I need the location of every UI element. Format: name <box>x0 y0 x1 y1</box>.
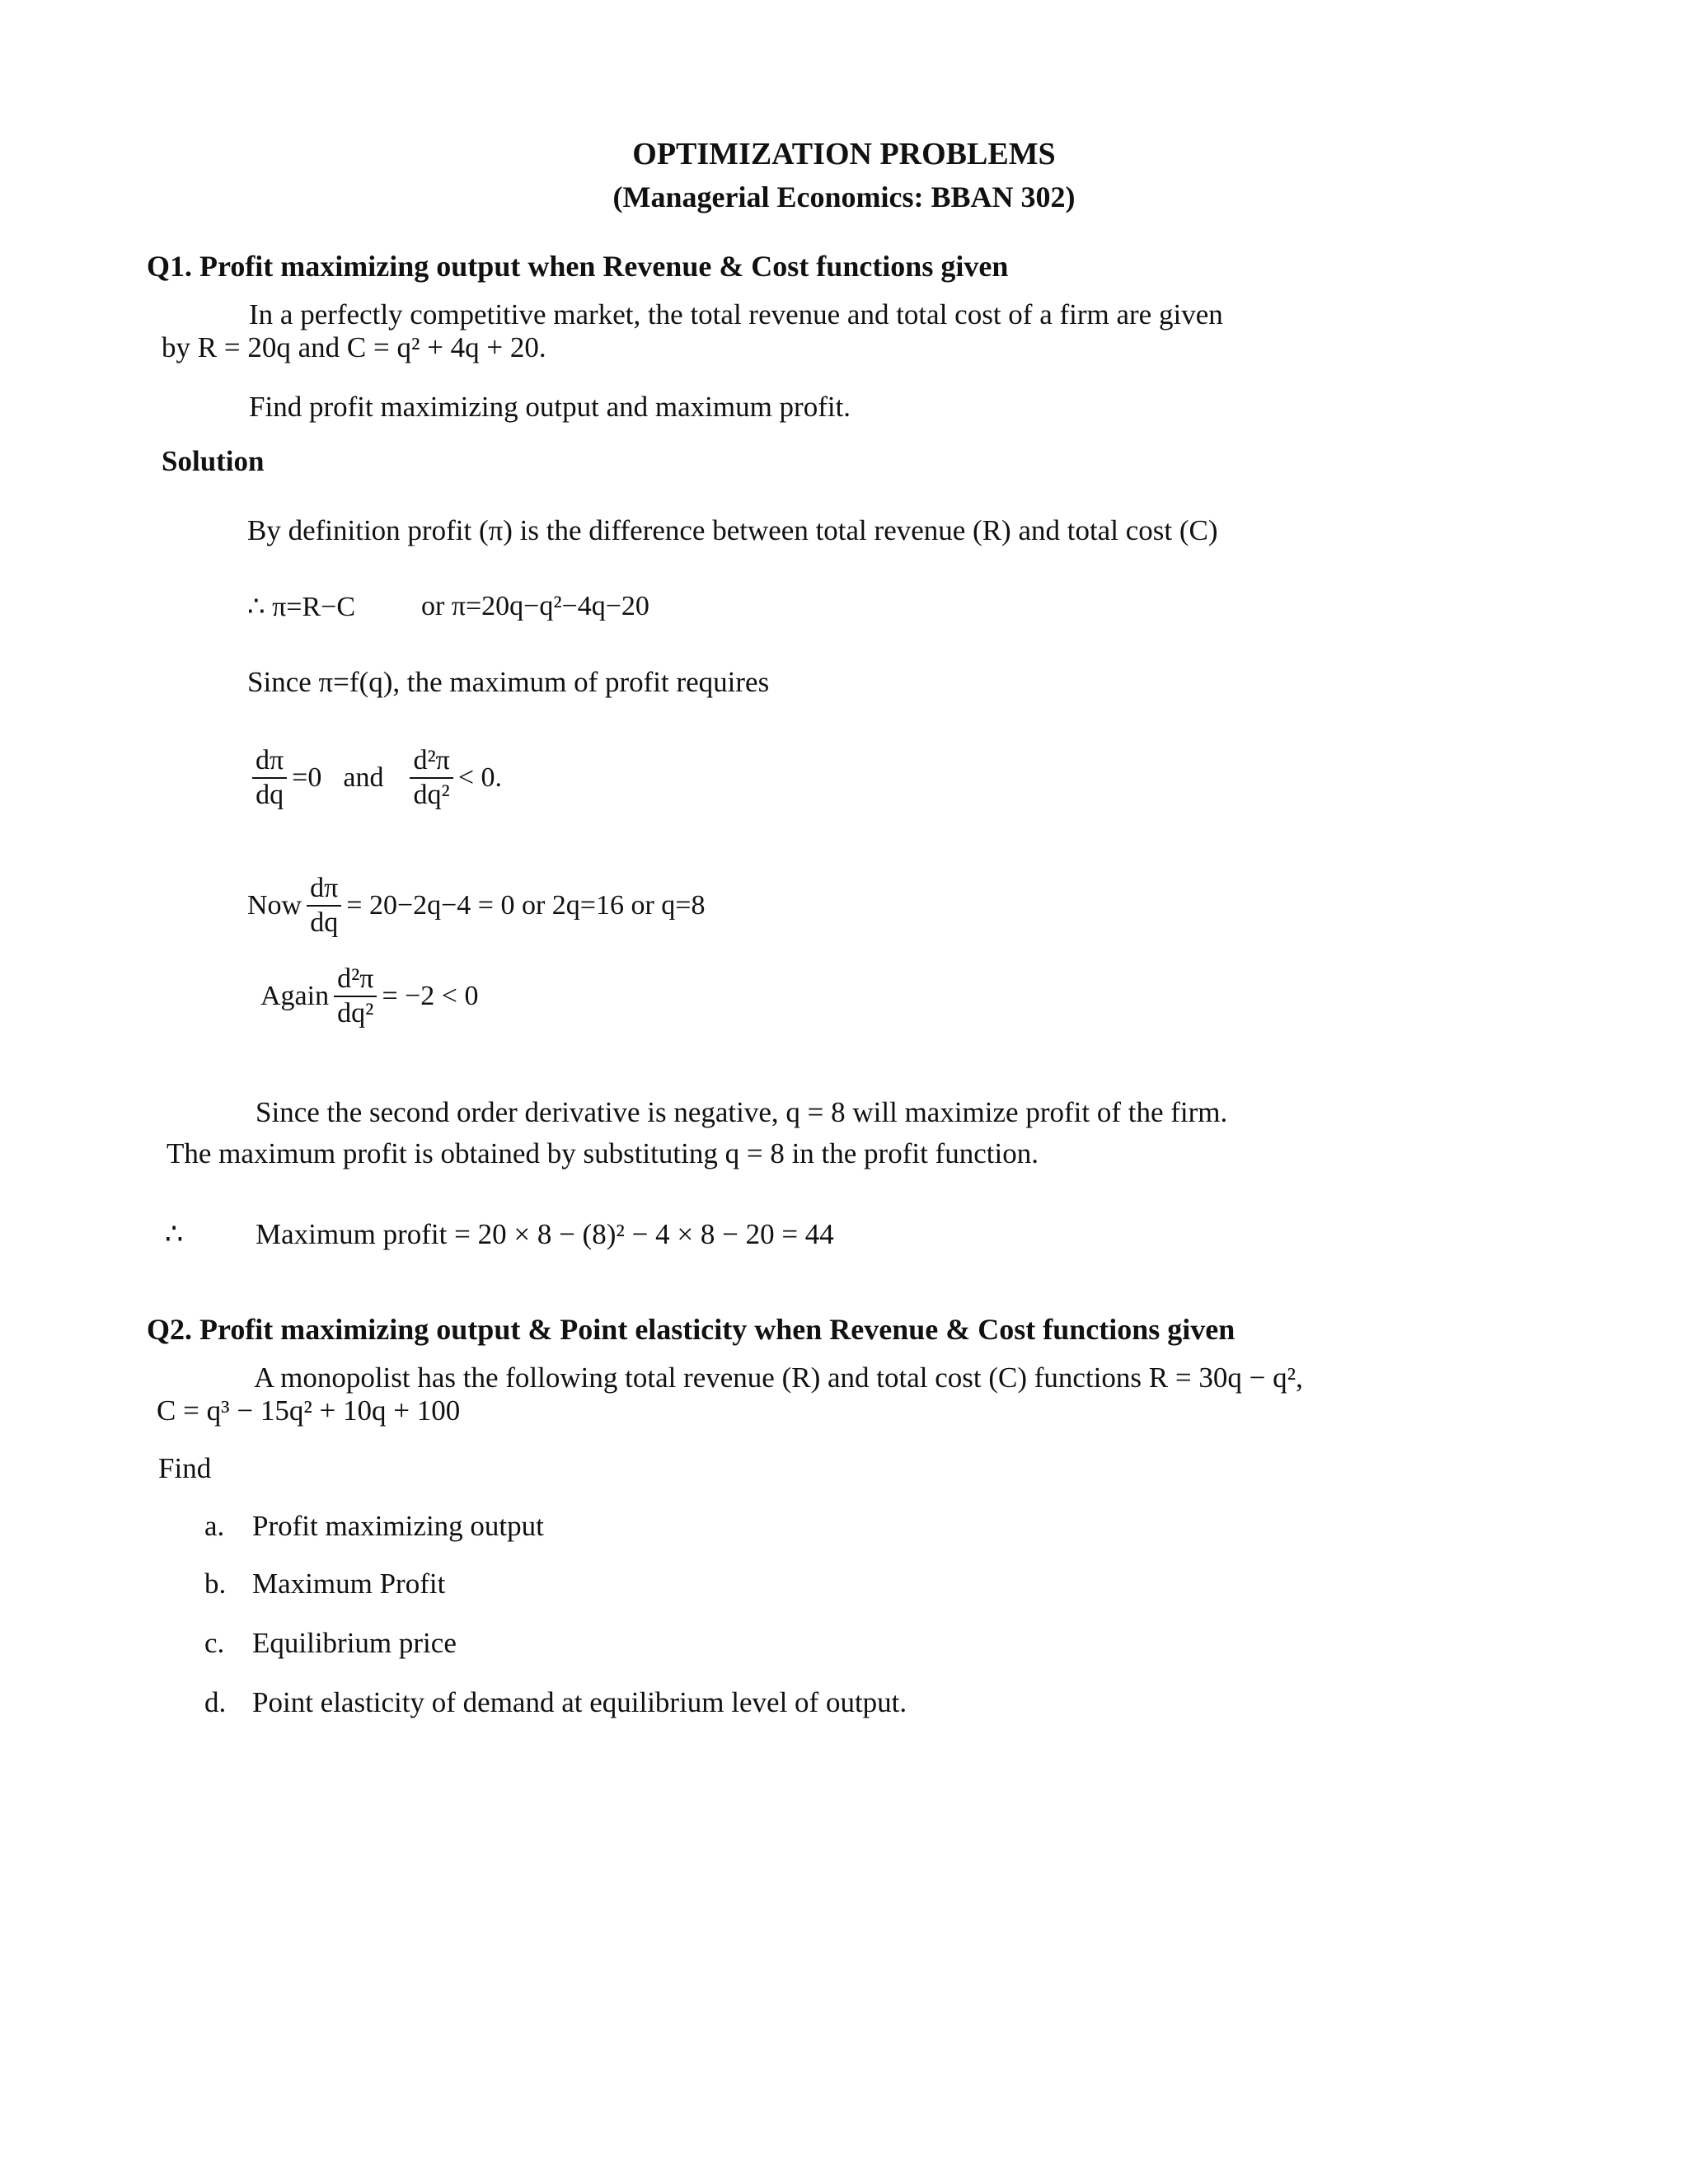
maximum-profit-calc: Maximum profit = 20 × 8 − (8)² − 4 × 8 − 20 = 44 <box>256 1218 834 1250</box>
second-derivative-fraction: $\frac{\text{d²π}}{\text{dq²}}$ <box>410 746 452 809</box>
list-item: a. Profit maximizing output <box>204 1510 544 1542</box>
list-item: d. Point elasticity of demand at equilibrium level of output. <box>204 1686 907 1718</box>
second-derivative-step <box>260 964 478 1028</box>
therefore-symbol: ∴ <box>165 1218 184 1250</box>
profit-equation-right: or π=20q−q²−4q−20 <box>421 591 649 621</box>
page-subtitle: (Managerial Economics: BBAN 302) <box>612 180 1076 213</box>
first-condition-value: =0 <box>292 762 322 793</box>
second-condition-value: < 0. <box>457 762 502 793</box>
again-fraction: $\frac{\text{d²π}}{\text{dq²}}$ <box>334 964 377 1028</box>
conclusion-line2: The maximum profit is obtained by substituting q = 8 in the profit function. <box>166 1137 1039 1169</box>
profit-equation-left: ∴ π=R−C <box>247 592 356 622</box>
q1-statement-line2: by R = 20q and C = q² + 4q + 20. <box>162 331 546 363</box>
now-fraction: $\frac{d\pi}{dq}$ <box>307 874 341 937</box>
since-statement: Since π=f(q), the maximum of profit requires <box>247 666 770 698</box>
again-label: Again <box>260 980 330 1011</box>
find-label: Find <box>158 1452 212 1484</box>
max-conditions <box>247 746 502 809</box>
conclusion-line1: Since the second order derivative is negative, q = 8 will maximize profit of the firm. <box>256 1096 1228 1128</box>
q1-heading: Q1. Profit maximizing output when Revenue & Cost functions given <box>147 250 1009 283</box>
profit-equation <box>247 590 649 623</box>
q2-heading: Q2. Profit maximizing output & Point elasticity when Revenue & Cost functions given <box>147 1313 1236 1346</box>
profit-definition: By definition profit (π) is the difference between total revenue (R) and total cost (C) <box>247 514 1218 546</box>
first-derivative-step <box>247 874 705 937</box>
again-rhs: = −2 < 0 <box>382 980 479 1011</box>
q1-statement-line1: In a perfectly competitive market, the total revenue and total cost of a firm are given <box>249 298 1223 330</box>
q2-statement-line2: C = q³ − 15q² + 10q + 100 <box>157 1394 461 1427</box>
now-label: Now <box>247 889 302 921</box>
first-derivative-fraction: $\frac{d\pi}{dq}$ <box>252 746 287 809</box>
list-item: c. Equilibrium price <box>204 1627 457 1659</box>
page-title: OPTIMIZATION PROBLEMS <box>632 137 1056 171</box>
list-item: b. Maximum Profit <box>204 1568 446 1600</box>
q1-task: Find profit maximizing output and maximum profit. <box>249 391 851 423</box>
and-word: and <box>343 762 384 793</box>
q2-statement-line1: A monopolist has the following total revenue (R) and total cost (C) functions R = 30q − q², <box>254 1361 1303 1394</box>
now-rhs: = 20−2q−4 = 0 or 2q=16 or q=8 <box>346 889 706 921</box>
solution-label: Solution <box>162 445 265 477</box>
